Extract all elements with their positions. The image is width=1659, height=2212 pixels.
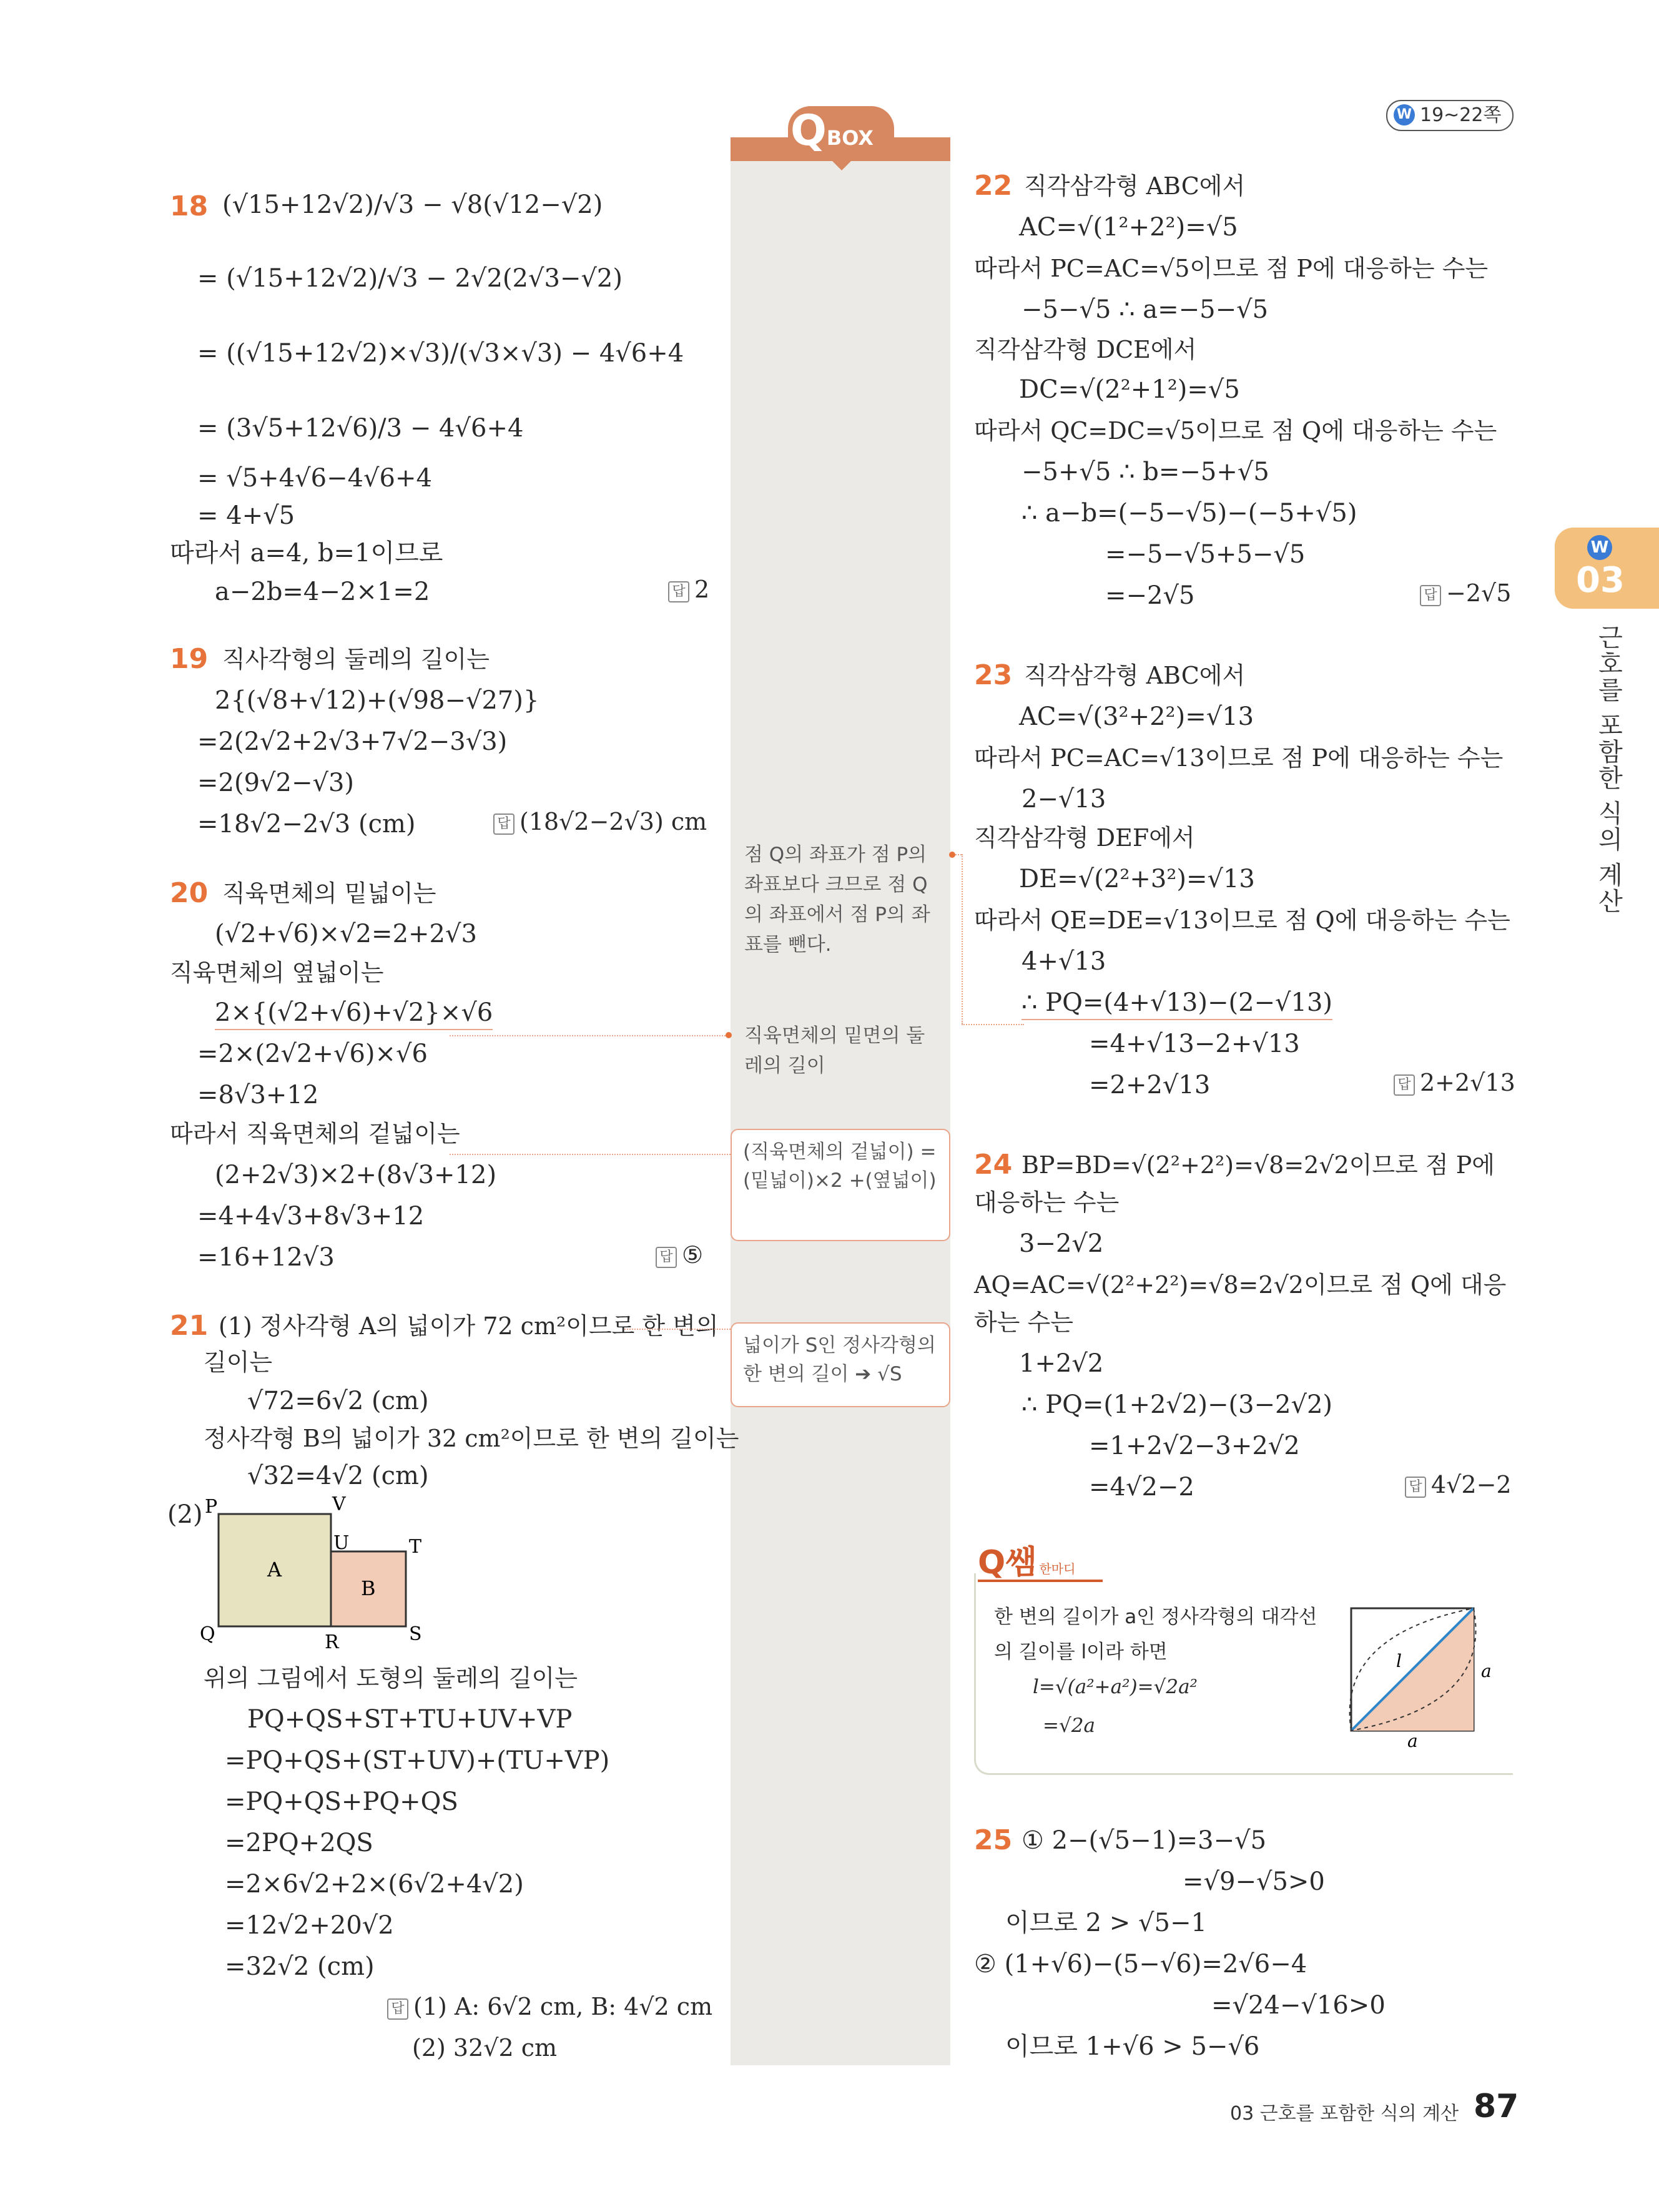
solution-line: =PQ+QS+PQ+QS (225, 1787, 458, 1816)
label-b: B (361, 1576, 376, 1600)
solution-line: PQ+QS+ST+TU+UV+VP (247, 1705, 573, 1734)
label-s: S (409, 1623, 422, 1645)
solution-line: =−5−√5+5−√5 (1105, 540, 1306, 569)
note-text: 직육면체의 밑면의 둘레의 길이 (744, 1025, 925, 1077)
solution-line: 직사각형의 둘레의 길이는 (222, 646, 490, 673)
note-box: (직육면체의 겉넓이) =(밑넓이)×2 +(옆넓이) (731, 1129, 950, 1241)
solution-line: (2) (167, 1500, 203, 1529)
solution-line: 이므로 2 > √5−1 (1005, 1909, 1207, 1937)
solution-line: =2+2√13 (1089, 1071, 1211, 1099)
squares-figure (200, 1495, 437, 1651)
solution-line: = (√15+12√2)/√3 − 2√2(2√3−√2) (197, 264, 623, 293)
answer (387, 1993, 712, 2020)
solution-line: ∴ a−b=(−5−√5)−(−5+√5) (1021, 499, 1357, 528)
solution-line: =32√2 (cm) (225, 1952, 375, 1981)
label-u: U (333, 1532, 350, 1554)
note-text: 점 Q의 좌표가 점 P의 좌표보다 크므로 점 Q의 좌표에서 점 P의 좌표를 뺀다. (744, 843, 930, 956)
solution-line: =4+√13−2+√13 (1089, 1030, 1300, 1058)
problem-number: 25 (974, 1824, 1013, 1856)
page-ref-badge (1386, 100, 1514, 131)
answer-value: −2√5 (1446, 579, 1512, 607)
w-icon: W (1587, 535, 1612, 560)
solution-line: 하는 수는 (974, 1309, 1073, 1336)
solution-line: = (3√5+12√6)/3 − 4√6+4 (197, 414, 524, 443)
solution-line: 2×{(√2+√6)+√2}×√6 (215, 996, 493, 1030)
answer-icon: 답 (1394, 1074, 1415, 1096)
footer-chapter: 03 근호를 포함한 식의 계산 (1230, 2103, 1459, 2125)
solution-line: 2{(√8+√12)+(√98−√27)} (215, 686, 539, 715)
solution-line: DC=√(2²+1²)=√5 (1019, 375, 1240, 404)
qbox-title-box: BOX (826, 126, 874, 150)
solution-line: = 4+√5 (197, 501, 295, 530)
solution-line: =1+2√2−3+2√2 (1089, 1432, 1300, 1460)
qssam-title-main: Q쌤 (978, 1544, 1037, 1581)
solution-line: 3−2√2 (1019, 1229, 1104, 1258)
qssam-line: =√2a (1043, 1714, 1095, 1737)
solution-line: 따라서 PC=AC=√13이므로 점 P에 대응하는 수는 (974, 744, 1504, 772)
solution-line: =2×6√2+2×(6√2+4√2) (225, 1870, 524, 1899)
solution-line: 따라서 QC=DC=√5이므로 점 Q에 대응하는 수는 (974, 417, 1497, 445)
note-dot (949, 852, 955, 858)
solution-line: (1) 정사각형 A의 넓이가 72 cm²이므로 한 변의 (219, 1312, 719, 1340)
solution-line: (2+2√3)×2+(8√3+12) (215, 1161, 497, 1189)
solution-line: 직각삼각형 DEF에서 (974, 824, 1195, 852)
problem-number: 24 (974, 1149, 1013, 1181)
label-p: P (205, 1496, 218, 1518)
diagonal-figure (1342, 1598, 1505, 1748)
solution-line: √32=4√2 (cm) (247, 1462, 429, 1490)
label-l: l (1396, 1651, 1402, 1671)
qssam-underline (978, 1580, 1103, 1582)
problem-number: 22 (974, 170, 1013, 202)
solution-line: ① 2−(√5−1)=3−√5 (1021, 1826, 1267, 1855)
solution-line: =√9−√5>0 (1183, 1867, 1325, 1896)
solution-line: BP=BD=√(2²+2²)=√8=2√2이므로 점 P에 (1021, 1151, 1495, 1179)
label-t: T (409, 1536, 422, 1558)
solution-line: =2PQ+2QS (225, 1829, 373, 1857)
solution-line: AC=√(1²+2²)=√5 (1019, 213, 1238, 242)
note-connector (962, 854, 963, 1024)
solution-line: 위의 그림에서 도형의 둘레의 길이는 (204, 1664, 578, 1692)
solution-line: √72=6√2 (cm) (247, 1387, 429, 1415)
chapter-side-title: 근호를 포함한 식의 계산 (1594, 624, 1623, 915)
qssam-title-sub: 한마디 (1039, 1561, 1076, 1576)
solution-line: =4√2−2 (1089, 1473, 1194, 1502)
solution-line: 직각삼각형 ABC에서 (1024, 172, 1246, 200)
solution-line: 직각삼각형 ABC에서 (1024, 662, 1246, 689)
answer-icon: 답 (656, 1247, 677, 1268)
problem-number: 19 (170, 643, 209, 675)
solution-line: 직육면체의 밑넓이는 (222, 880, 436, 907)
solution-line: =PQ+QS+(ST+UV)+(TU+VP) (225, 1746, 610, 1775)
solution-line: =4+4√3+8√3+12 (197, 1202, 425, 1231)
solution-line: =8√3+12 (197, 1081, 319, 1109)
answer (668, 576, 709, 603)
answer-icon: 답 (493, 814, 514, 835)
solution-line: 따라서 QE=DE=√13이므로 점 Q에 대응하는 수는 (974, 907, 1510, 934)
solution-line: =16+12√3 (197, 1243, 335, 1272)
solution-line: = √5+4√6−4√6+4 (197, 464, 432, 493)
answer-value: (18√2−2√3) cm (519, 808, 707, 835)
answer-icon: 답 (387, 1998, 408, 2020)
solution-line: 이므로 1+√6 > 5−√6 (1005, 2032, 1260, 2061)
solution-line: 길이는 (204, 1349, 273, 1376)
solution-line: −5+√5 ∴ b=−5+√5 (1021, 458, 1269, 486)
solution-line: −5−√5 ∴ a=−5−√5 (1021, 295, 1269, 324)
solution-line: a−2b=4−2×1=2 (215, 578, 430, 606)
chapter-tab (1555, 528, 1659, 609)
note-connector (450, 1154, 731, 1155)
label-a-side: a (1481, 1661, 1492, 1681)
solution-line: = ((√15+12√2)×√3)/(√3×√3) − 4√6+4 (197, 339, 684, 368)
solution-line: AQ=AC=√(2²+2²)=√8=2√2이므로 점 Q에 대응 (974, 1271, 1507, 1299)
answer-icon: 답 (668, 581, 689, 602)
problem-number: 20 (170, 877, 209, 909)
qbox-pointer (830, 159, 853, 170)
solution-line: =2(9√2−√3) (197, 769, 355, 797)
answer-value: 4√2−2 (1431, 1471, 1512, 1498)
answer (1405, 1471, 1512, 1498)
label-a-bottom: a (1407, 1731, 1418, 1748)
solution-line: ∴ PQ=(4+√13)−(2−√13) (1021, 986, 1332, 1020)
solution-line: =2(2√2+2√3+7√2−3√3) (197, 727, 508, 756)
note-connector (450, 1035, 731, 1036)
qssam-line: l=√(a²+a²)=√2a² (1033, 1676, 1198, 1698)
solution-line: 따라서 직육면체의 겉넓이는 (170, 1120, 460, 1148)
qbox-title (790, 106, 874, 156)
solution-line: =2×(2√2+√6)×√6 (197, 1040, 428, 1068)
w-icon: W (1394, 104, 1415, 125)
solution-line: (√15+12√2)/√3 − √8(√12−√2) (222, 190, 603, 219)
qssam-line: 의 길이를 l이라 하면 (994, 1641, 1168, 1663)
problem-number: 21 (170, 1310, 209, 1342)
answer-value: (1) A: 6√2 cm, B: 4√2 cm (413, 1993, 713, 2020)
solution-line: ② (1+√6)−(5−√6)=2√6−4 (974, 1950, 1307, 1979)
label-a: A (267, 1558, 282, 1581)
answer (1394, 1069, 1515, 1096)
page-number: 87 (1474, 2088, 1519, 2125)
answer-value: 2+2√13 (1420, 1069, 1515, 1096)
solution-line: 직육면체의 옆넓이는 (170, 959, 384, 986)
answer-value: ⑤ (682, 1241, 704, 1269)
answer-value: (2) 32√2 cm (412, 2034, 558, 2062)
solution-line: 대응하는 수는 (974, 1189, 1120, 1216)
qssam-title (978, 1536, 1075, 1580)
answer (1420, 579, 1511, 607)
label-v: V (332, 1495, 346, 1515)
solution-line: 2−√13 (1021, 785, 1106, 814)
answer (656, 1241, 703, 1269)
solution-line: (√2+√6)×√2=2+2√3 (215, 920, 477, 948)
label-r: R (325, 1631, 339, 1651)
chapter-number: 03 (1576, 560, 1625, 601)
solution-line: =12√2+20√2 (225, 1911, 394, 1940)
solution-line: DE=√(2²+3²)=√13 (1019, 865, 1255, 893)
answer (412, 2034, 557, 2062)
solution-line: =√24−√16>0 (1211, 1991, 1386, 2020)
qbox-title-q: Q (790, 106, 827, 155)
note-connector (962, 1024, 1024, 1025)
solution-line: 따라서 PC=AC=√5이므로 점 P에 대응하는 수는 (974, 255, 1489, 282)
answer-icon: 답 (1420, 585, 1441, 606)
solution-line: 4+√13 (1021, 947, 1106, 976)
label-q: Q (200, 1623, 215, 1645)
problem-number: 18 (170, 190, 209, 222)
qbox-column (731, 149, 950, 2065)
qssam-line: 한 변의 길이가 a인 정사각형의 대각선 (994, 1606, 1317, 1628)
solution-line: 따라서 a=4, b=1이므로 (170, 539, 443, 568)
note-connector (624, 1329, 731, 1330)
solution-line: =18√2−2√3 (cm) (197, 810, 416, 838)
solution-line: 1+2√2 (1019, 1349, 1104, 1378)
problem-number: 23 (974, 659, 1013, 691)
page-ref-text: 19~22쪽 (1420, 104, 1502, 126)
solution-line: 정사각형 B의 넓이가 32 cm²이므로 한 변의 길이는 (204, 1425, 739, 1452)
answer-icon: 답 (1405, 1477, 1426, 1498)
answer (493, 808, 707, 835)
solution-line: AC=√(3²+2²)=√13 (1019, 702, 1254, 731)
answer-value: 2 (694, 576, 710, 603)
note-box: 넓이가 S인 정사각형의 한 변의 길이 ➔ √S (731, 1322, 950, 1407)
solution-line: =−2√5 (1105, 581, 1195, 610)
solution-line: ∴ PQ=(1+2√2)−(3−2√2) (1021, 1390, 1333, 1419)
note-dot (726, 1032, 732, 1038)
solution-line: 직각삼각형 DCE에서 (974, 336, 1197, 363)
